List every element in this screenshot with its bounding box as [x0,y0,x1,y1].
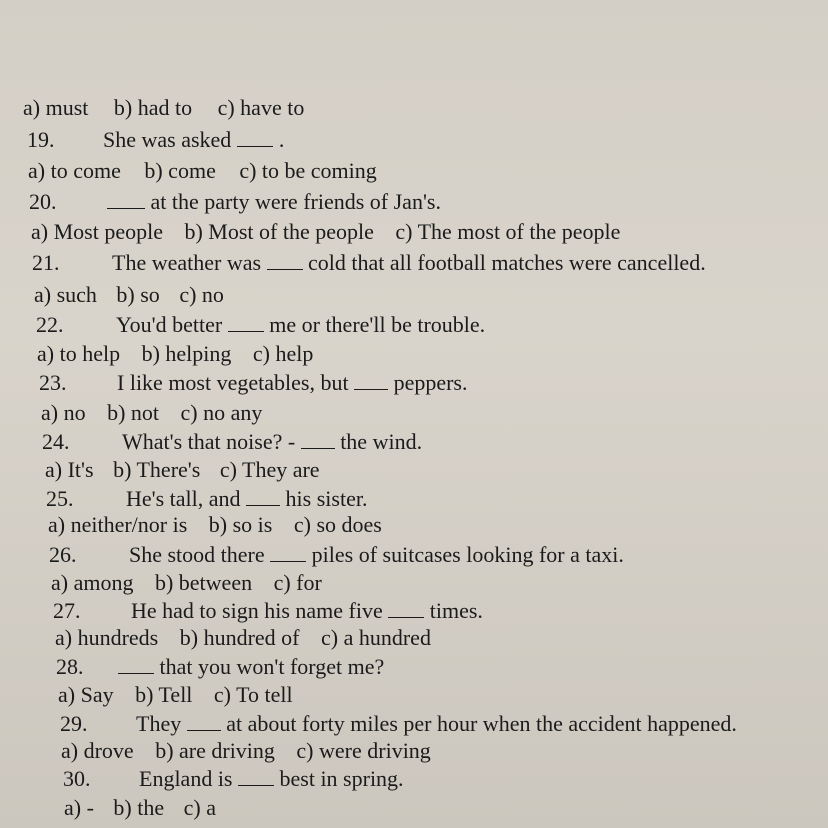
q22-text-after: me or there'll be trouble. [269,312,486,337]
q27-text-before: He had to sign his name five [131,598,383,623]
q29-blank [187,712,221,731]
q29-option-b: b) are driving [155,738,275,763]
q25-stem [46,486,367,512]
q25-options [48,512,382,538]
q20-option-a: a) Most people [31,219,163,244]
q30-option-c: c) a [183,795,216,820]
q30-blank [238,767,274,786]
q25-option-b: b) so is [208,512,273,537]
q28-option-a: a) Say [58,682,114,707]
q24-stem [42,429,422,455]
q22-number: 22. [36,312,64,337]
q24-option-a: a) It's [45,457,94,482]
q29-stem [60,711,737,737]
q22-option-a: a) to help [37,341,121,366]
q19-option-a: a) to come [28,158,121,183]
q25-text-before: He's tall, and [126,486,241,511]
q26-option-c: c) for [273,570,322,595]
q30-text-before: England is [139,766,233,791]
q26-blank [270,543,306,562]
q18-option-b: b) had to [113,95,193,120]
q26-stem [49,542,624,568]
q22-option-c: c) help [252,341,314,366]
q22-option-b: b) helping [141,341,232,366]
q19-stem [27,127,284,153]
q21-option-b: b) so [116,282,160,307]
q26-option-a: a) among [51,570,134,595]
q29-number: 29. [60,711,88,736]
q24-blank [301,430,335,449]
q21-option-a: a) such [34,282,97,307]
q26-number: 26. [49,542,77,567]
q20-options [31,219,620,245]
q23-option-b: b) not [107,400,160,425]
q20-number: 20. [29,189,57,214]
q23-number: 23. [39,370,67,395]
q24-option-c: c) They are [219,457,320,482]
q23-stem [39,370,467,396]
q23-option-c: c) no any [180,400,263,425]
q28-option-b: b) Tell [135,682,193,707]
q21-stem [32,250,706,276]
q30-option-b: b) the [113,795,165,820]
q20-option-c: c) The most of the people [395,219,621,244]
q25-blank [246,487,280,506]
q25-text-after: his sister. [285,486,368,511]
q27-number: 27. [53,598,81,623]
q19-text-after: . [278,127,285,152]
q19-option-b: b) come [144,158,216,183]
q30-stem [63,766,404,792]
q23-text-before: I like most vegetables, but [117,370,349,395]
q30-number: 30. [63,766,91,791]
q24-option-b: b) There's [113,457,201,482]
q28-options [58,682,293,708]
q27-option-a: a) hundreds [55,625,159,650]
q28-number: 28. [56,654,84,679]
q24-text-after: the wind. [340,429,423,454]
q29-text-before: They [136,711,182,736]
q28-text-after: that you won't forget me? [159,654,385,679]
q22-blank [228,313,264,332]
q21-text-after: cold that all football matches were cancelled. [308,250,706,275]
q26-text-after: piles of suitcases looking for a taxi. [311,542,624,567]
q21-options [34,282,224,308]
q26-option-b: b) between [154,570,253,595]
q22-options [37,341,313,367]
q30-option-a: a) - [64,795,94,820]
q28-stem [56,654,384,680]
q19-text-before: She was asked [103,127,232,152]
q29-text-after: at about forty miles per hour when the accident happened. [226,711,737,736]
q22-text-before: You'd better [116,312,223,337]
q20-option-b: b) Most of the people [184,219,374,244]
q21-text-before: The weather was [112,250,262,275]
q24-number: 24. [42,429,70,454]
q27-text-after: times. [429,598,483,623]
q24-options [45,457,320,483]
q23-options [41,400,262,426]
q29-options [61,738,431,764]
q25-number: 25. [46,486,74,511]
q19-option-c: c) to be coming [239,158,377,183]
q20-stem [29,189,441,215]
q30-options [64,795,216,821]
q30-text-after: best in spring. [279,766,404,791]
q18-option-c: c) have to [217,95,305,120]
q21-number: 21. [32,250,60,275]
q27-options [55,625,431,651]
q26-options [51,570,322,596]
q25-option-a: a) neither/nor is [48,512,188,537]
q27-option-c: c) a hundred [321,625,431,650]
q27-option-b: b) hundred of [179,625,300,650]
q23-text-after: peppers. [393,370,468,395]
q20-blank [107,190,145,209]
q29-option-a: a) drove [61,738,134,763]
q26-text-before: She stood there [129,542,265,567]
q18-options [23,95,304,121]
q27-stem [53,598,483,624]
q28-blank [118,655,154,674]
q24-text-before: What's that noise? - [122,429,296,454]
q21-option-c: c) no [179,282,224,307]
q25-option-c: c) so does [293,512,382,537]
q23-option-a: a) no [41,400,86,425]
q18-option-a: a) must [23,95,89,120]
q22-stem [36,312,485,338]
q19-number: 19. [27,127,55,152]
q29-option-c: c) were driving [296,738,431,763]
q23-blank [354,371,388,390]
q21-blank [267,251,303,270]
q27-blank [388,599,424,618]
q19-options [28,158,377,184]
q20-text-after: at the party were friends of Jan's. [150,189,441,214]
q28-option-c: c) To tell [213,682,293,707]
q19-blank [237,128,273,147]
